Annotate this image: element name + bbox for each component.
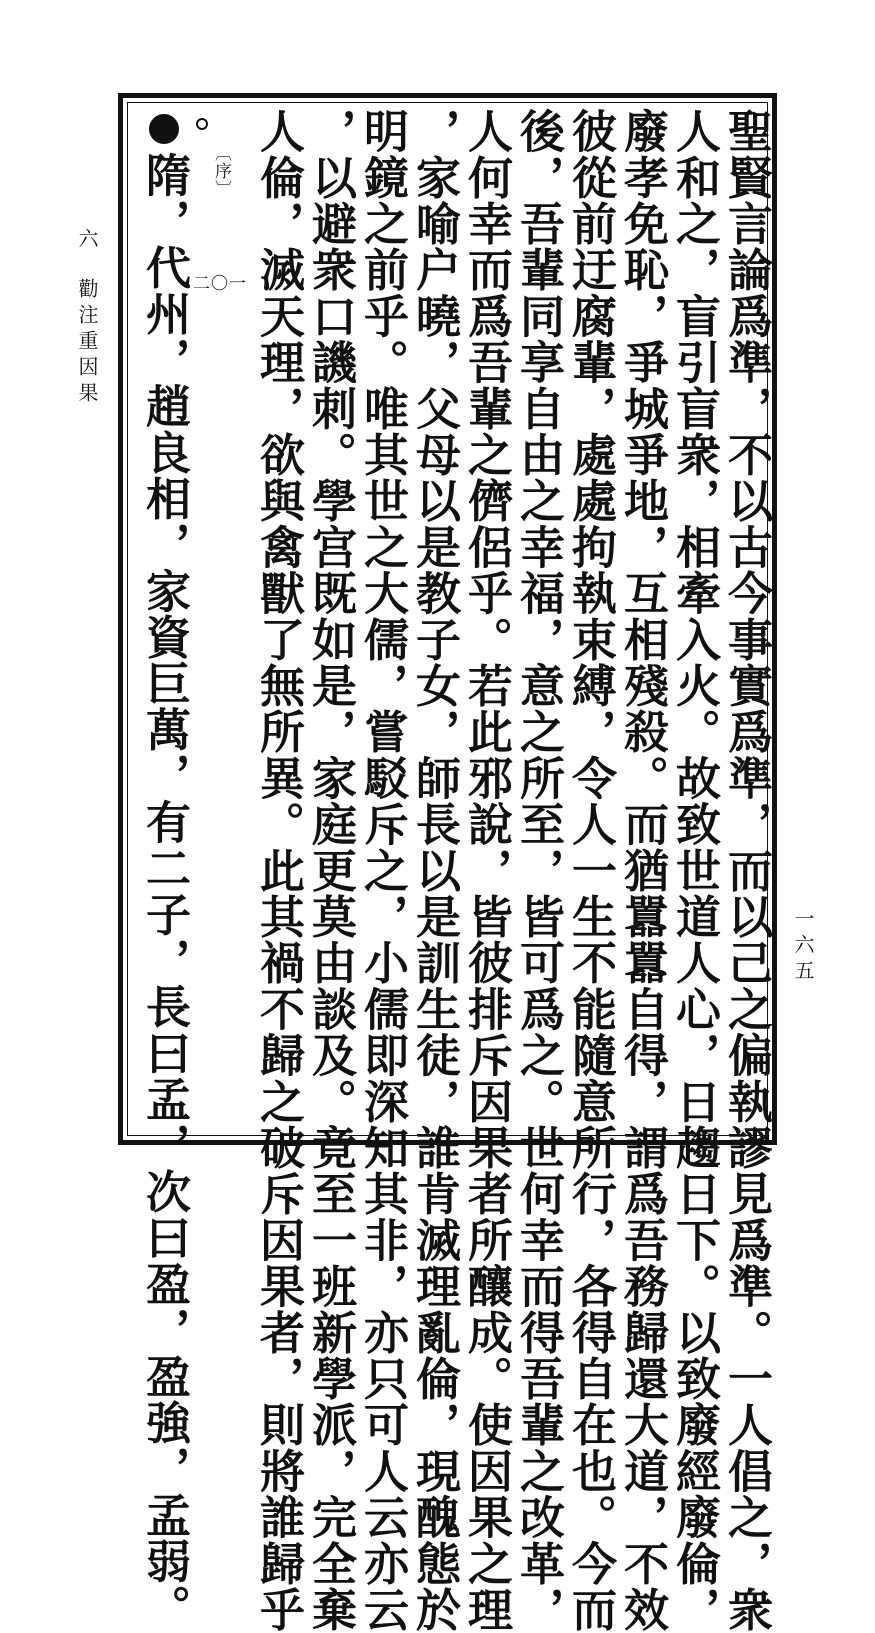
margin-chapter: 六 [75, 228, 99, 254]
text-column-7: ，家喻户曉，父母以是教子女，師長以是訓生徒，誰肯滅理亂倫，現醜態於 [408, 108, 461, 1633]
text-column-2: 人和之，盲引盲衆，相牽入火。故致世道人心，日趨日下。以致廢經廢倫， [668, 108, 721, 1633]
text-column-3: 廢孝免恥，爭城爭地，互相殘殺。而猶囂囂自得，謂爲吾務歸還大道，不效 [616, 108, 669, 1633]
bullet-icon [149, 114, 179, 144]
text-column-1: 聖賢言論爲準，不以古今事實爲準，而以己之偏執謬見爲準。一人倡之，衆 [720, 108, 773, 1633]
text-column-9: ，以避衆口譏刺。學宫既如是，家庭更莫由談及。竟至一班新學派，完全棄 [304, 108, 357, 1633]
margin-book-title: 勸注重因果 [75, 278, 99, 408]
text-column-8: 明鏡之前乎。唯其世之大儒，嘗駁斥之，小儒即深知其非，亦只可人云亦云 [356, 108, 409, 1633]
text-column-10: 人倫，滅天理，欲與禽獸了無所異。此其禍不歸之破斥因果者，則將誰歸乎 [252, 108, 305, 1633]
text-column-4: 彼從前迂腐輩，處處拘執束縛，令人一生不能隨意所行，各得自在也。今而 [564, 108, 617, 1633]
note-number: 一〇二 [189, 274, 245, 291]
text-column-11-body: 隋，代州，趙良相，家資巨萬，有二子，長曰孟，次曰盈，盈強，孟弱。 [138, 152, 191, 1631]
note-label: 〔序〕 [211, 144, 231, 198]
column-note [189, 114, 245, 291]
margin-page-number: 一六五 [791, 908, 815, 986]
text-column-11 [138, 108, 191, 1631]
note-circle-mark [196, 118, 208, 130]
text-column-6: 人何幸而爲吾輩之儕侶乎。若此邪說，皆彼排斥因果者所釀成。使因果之理 [460, 108, 513, 1633]
text-column-5: 後，吾輩同享自由之幸福，意之所至，皆可爲之。世何幸而得吾輩之改革， [512, 108, 565, 1633]
